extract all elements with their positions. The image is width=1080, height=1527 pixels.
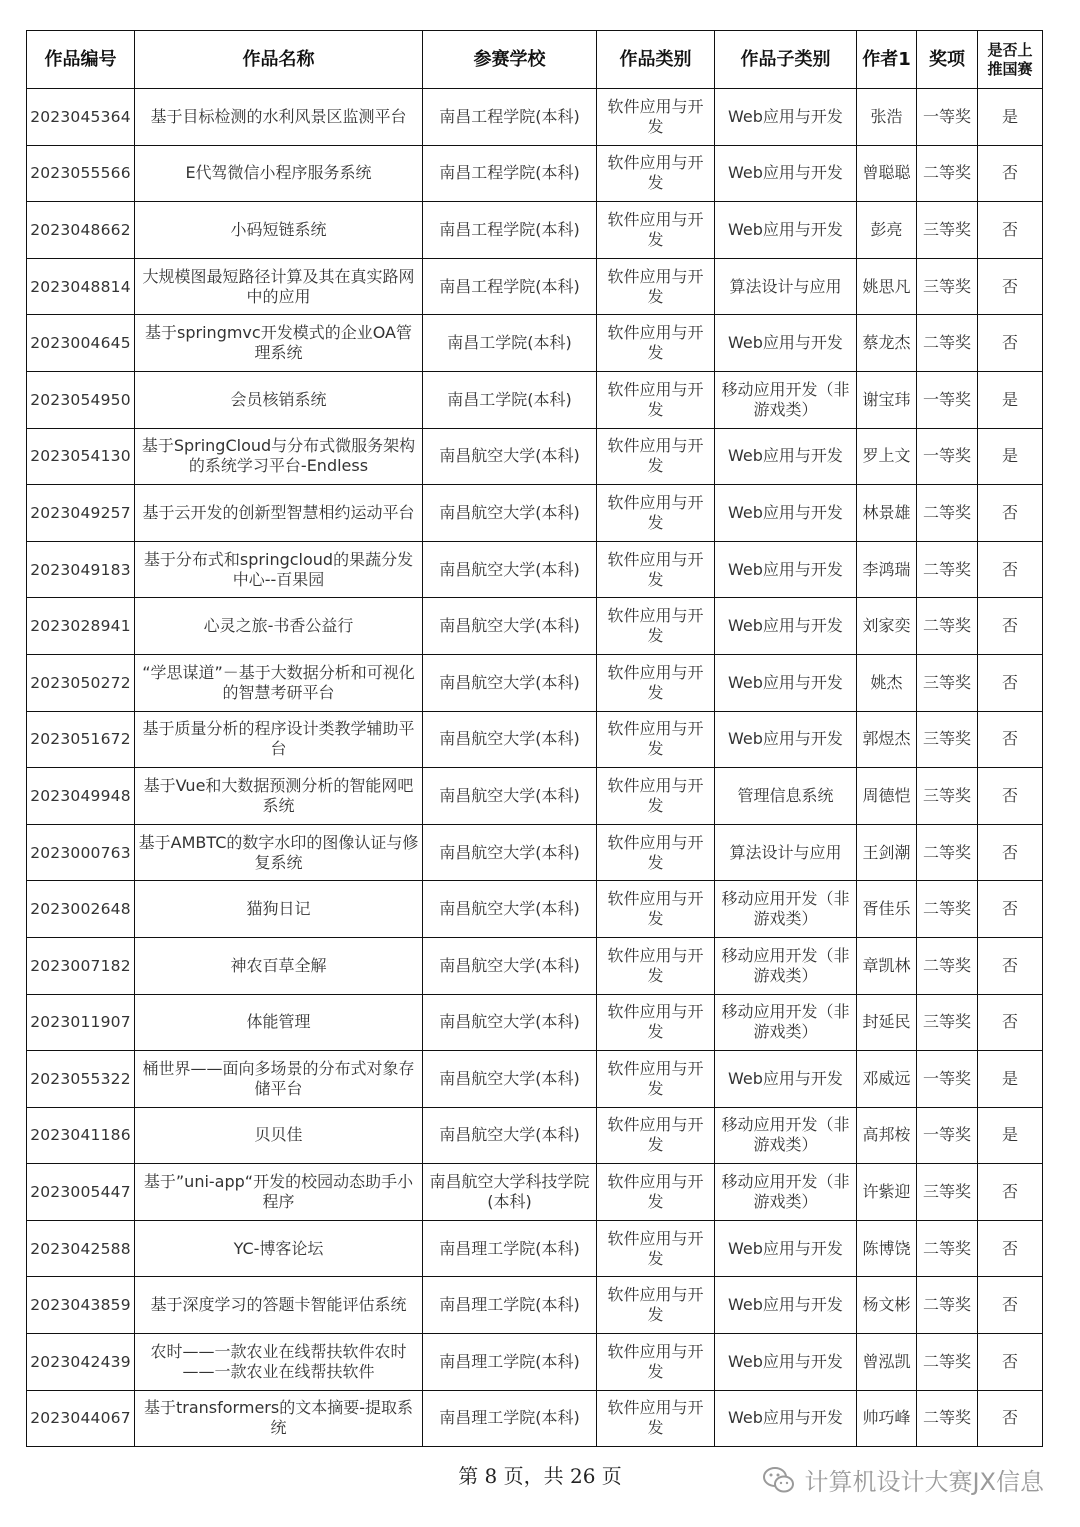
cell-title: 基于SpringCloud与分布式微服务架构的系统学习平台-Endless	[135, 428, 423, 485]
cell-national: 否	[978, 1220, 1043, 1277]
cell-title: 大规模图最短路径计算及其在真实路网中的应用	[135, 258, 423, 315]
cell-author: 章凯林	[857, 937, 917, 994]
cell-title: 基于分布式和springcloud的果蔬分发中心--百果园	[135, 541, 423, 598]
cell-id: 2023054950	[27, 371, 135, 428]
cell-id: 2023041186	[27, 1107, 135, 1164]
cell-national: 否	[978, 598, 1043, 655]
cell-author: 曾聪聪	[857, 145, 917, 202]
cell-author: 彭亮	[857, 202, 917, 259]
header-cell: 参赛学校	[423, 31, 597, 89]
cell-award: 二等奖	[917, 1277, 978, 1334]
cell-title: “学思谋道”－基于大数据分析和可视化的智慧考研平台	[135, 654, 423, 711]
cell-school: 南昌航空大学(本科)	[423, 598, 597, 655]
table-row	[27, 711, 1043, 768]
cell-id: 2023054130	[27, 428, 135, 485]
table-row	[27, 145, 1043, 202]
cell-subcategory: Web应用与开发	[715, 711, 857, 768]
cell-school: 南昌航空大学科技学院(本科)	[423, 1164, 597, 1221]
cell-school: 南昌航空大学(本科)	[423, 768, 597, 825]
cell-school: 南昌航空大学(本科)	[423, 937, 597, 994]
table-row	[27, 768, 1043, 825]
cell-title: 桶世界——面向多场景的分布式对象存储平台	[135, 1051, 423, 1108]
cell-subcategory: 移动应用开发（非游戏类）	[715, 1107, 857, 1164]
header-cell: 作品子类别	[715, 31, 857, 89]
cell-subcategory: 移动应用开发（非游戏类）	[715, 937, 857, 994]
cell-award: 一等奖	[917, 1107, 978, 1164]
cell-national: 否	[978, 541, 1043, 598]
cell-title: 基于springmvc开发模式的企业OA管理系统	[135, 315, 423, 372]
cell-id: 2023051672	[27, 711, 135, 768]
cell-school: 南昌理工学院(本科)	[423, 1390, 597, 1447]
cell-school: 南昌工学院(本科)	[423, 371, 597, 428]
cell-award: 二等奖	[917, 598, 978, 655]
cell-subcategory: Web应用与开发	[715, 541, 857, 598]
cell-subcategory: Web应用与开发	[715, 89, 857, 146]
cell-category: 软件应用与开发	[597, 428, 715, 485]
cell-category: 软件应用与开发	[597, 1334, 715, 1391]
cell-author: 郭煜杰	[857, 711, 917, 768]
cell-id: 2023011907	[27, 994, 135, 1051]
cell-subcategory: 算法设计与应用	[715, 824, 857, 881]
cell-author: 许紫迎	[857, 1164, 917, 1221]
cell-school: 南昌理工学院(本科)	[423, 1220, 597, 1277]
cell-award: 三等奖	[917, 768, 978, 825]
header-cell: 作品名称	[135, 31, 423, 89]
cell-id: 2023044067	[27, 1390, 135, 1447]
cell-category: 软件应用与开发	[597, 485, 715, 542]
cell-author: 陈博饶	[857, 1220, 917, 1277]
cell-award: 二等奖	[917, 485, 978, 542]
cell-award: 二等奖	[917, 315, 978, 372]
cell-school: 南昌工程学院(本科)	[423, 145, 597, 202]
cell-subcategory: 移动应用开发（非游戏类）	[715, 994, 857, 1051]
cell-award: 三等奖	[917, 258, 978, 315]
cell-national: 否	[978, 258, 1043, 315]
cell-title: E代驾微信小程序服务系统	[135, 145, 423, 202]
cell-id: 2023048814	[27, 258, 135, 315]
cell-subcategory: Web应用与开发	[715, 1390, 857, 1447]
table-row	[27, 1277, 1043, 1334]
cell-title: 心灵之旅-书香公益行	[135, 598, 423, 655]
cell-category: 软件应用与开发	[597, 1390, 715, 1447]
cell-school: 南昌航空大学(本科)	[423, 1107, 597, 1164]
cell-subcategory: 移动应用开发（非游戏类）	[715, 881, 857, 938]
cell-id: 2023042439	[27, 1334, 135, 1391]
cell-award: 三等奖	[917, 711, 978, 768]
cell-author: 李鸿瑞	[857, 541, 917, 598]
cell-school: 南昌航空大学(本科)	[423, 541, 597, 598]
table-row	[27, 1334, 1043, 1391]
table-row	[27, 824, 1043, 881]
cell-national: 否	[978, 485, 1043, 542]
cell-award: 三等奖	[917, 994, 978, 1051]
cell-national: 否	[978, 768, 1043, 825]
cell-award: 二等奖	[917, 1334, 978, 1391]
cell-award: 二等奖	[917, 541, 978, 598]
header-cell: 是否上推国赛	[978, 31, 1043, 89]
cell-school: 南昌航空大学(本科)	[423, 824, 597, 881]
cell-school: 南昌航空大学(本科)	[423, 881, 597, 938]
cell-category: 软件应用与开发	[597, 145, 715, 202]
header-cell: 作者1	[857, 31, 917, 89]
cell-id: 2023055322	[27, 1051, 135, 1108]
cell-id: 2023002648	[27, 881, 135, 938]
cell-id: 2023005447	[27, 1164, 135, 1221]
table-row	[27, 994, 1043, 1051]
cell-author: 高邦桉	[857, 1107, 917, 1164]
cell-subcategory: Web应用与开发	[715, 145, 857, 202]
cell-award: 二等奖	[917, 937, 978, 994]
header-row	[27, 31, 1043, 89]
table-row	[27, 315, 1043, 372]
cell-author: 周德恺	[857, 768, 917, 825]
cell-id: 2023049948	[27, 768, 135, 825]
cell-school: 南昌工学院(本科)	[423, 315, 597, 372]
cell-title: 基于transformers的文本摘要-提取系统	[135, 1390, 423, 1447]
cell-subcategory: Web应用与开发	[715, 202, 857, 259]
cell-school: 南昌工程学院(本科)	[423, 202, 597, 259]
cell-national: 否	[978, 994, 1043, 1051]
cell-category: 软件应用与开发	[597, 541, 715, 598]
cell-title: 贝贝佳	[135, 1107, 423, 1164]
table-row	[27, 89, 1043, 146]
cell-id: 2023000763	[27, 824, 135, 881]
cell-id: 2023055566	[27, 145, 135, 202]
cell-category: 软件应用与开发	[597, 994, 715, 1051]
cell-award: 二等奖	[917, 824, 978, 881]
cell-title: 基于深度学习的答题卡智能评估系统	[135, 1277, 423, 1334]
cell-title: 会员核销系统	[135, 371, 423, 428]
cell-award: 三等奖	[917, 1164, 978, 1221]
cell-award: 三等奖	[917, 202, 978, 259]
cell-national: 是	[978, 428, 1043, 485]
table-row	[27, 1107, 1043, 1164]
table-row	[27, 1051, 1043, 1108]
cell-subcategory: 移动应用开发（非游戏类）	[715, 371, 857, 428]
cell-title: 基于云开发的创新型智慧相约运动平台	[135, 485, 423, 542]
cell-school: 南昌工程学院(本科)	[423, 89, 597, 146]
table-row	[27, 598, 1043, 655]
table-row	[27, 1220, 1043, 1277]
cell-category: 软件应用与开发	[597, 881, 715, 938]
cell-category: 软件应用与开发	[597, 258, 715, 315]
cell-subcategory: Web应用与开发	[715, 1334, 857, 1391]
cell-title: 基于”uni-app“开发的校园动态助手小程序	[135, 1164, 423, 1221]
table-row	[27, 258, 1043, 315]
cell-author: 姚思凡	[857, 258, 917, 315]
cell-award: 三等奖	[917, 654, 978, 711]
table-row	[27, 654, 1043, 711]
awards-table	[26, 30, 1043, 1447]
cell-school: 南昌航空大学(本科)	[423, 1051, 597, 1108]
cell-school: 南昌航空大学(本科)	[423, 994, 597, 1051]
table-row	[27, 881, 1043, 938]
cell-national: 否	[978, 315, 1043, 372]
cell-author: 杨文彬	[857, 1277, 917, 1334]
header-cell: 作品类别	[597, 31, 715, 89]
cell-subcategory: 算法设计与应用	[715, 258, 857, 315]
wechat-icon	[762, 1465, 796, 1495]
table-row	[27, 1164, 1043, 1221]
table-row	[27, 202, 1043, 259]
cell-author: 胥佳乐	[857, 881, 917, 938]
cell-national: 否	[978, 654, 1043, 711]
cell-id: 2023004645	[27, 315, 135, 372]
cell-title: 小码短链系统	[135, 202, 423, 259]
cell-category: 软件应用与开发	[597, 1107, 715, 1164]
cell-national: 否	[978, 824, 1043, 881]
cell-id: 2023048662	[27, 202, 135, 259]
cell-author: 谢宝玮	[857, 371, 917, 428]
cell-id: 2023007182	[27, 937, 135, 994]
cell-category: 软件应用与开发	[597, 824, 715, 881]
table-row	[27, 485, 1043, 542]
cell-author: 刘家奕	[857, 598, 917, 655]
cell-id: 2023049257	[27, 485, 135, 542]
cell-award: 二等奖	[917, 1390, 978, 1447]
cell-school: 南昌航空大学(本科)	[423, 711, 597, 768]
header-cell: 作品编号	[27, 31, 135, 89]
table-body	[27, 89, 1043, 1447]
cell-category: 软件应用与开发	[597, 937, 715, 994]
page-number: 第 8 页，共 26 页	[458, 1464, 622, 1488]
cell-award: 二等奖	[917, 145, 978, 202]
cell-school: 南昌理工学院(本科)	[423, 1334, 597, 1391]
cell-national: 否	[978, 1164, 1043, 1221]
cell-subcategory: Web应用与开发	[715, 315, 857, 372]
header-cell: 奖项	[917, 31, 978, 89]
cell-national: 是	[978, 371, 1043, 428]
cell-category: 软件应用与开发	[597, 598, 715, 655]
cell-title: 神农百草全解	[135, 937, 423, 994]
cell-national: 是	[978, 1107, 1043, 1164]
cell-subcategory: Web应用与开发	[715, 428, 857, 485]
cell-national: 否	[978, 711, 1043, 768]
cell-title: 基于Vue和大数据预测分析的智能网吧系统	[135, 768, 423, 825]
cell-title: YC-博客论坛	[135, 1220, 423, 1277]
cell-subcategory: Web应用与开发	[715, 1051, 857, 1108]
cell-subcategory: Web应用与开发	[715, 485, 857, 542]
cell-author: 曾泓凯	[857, 1334, 917, 1391]
cell-award: 二等奖	[917, 1220, 978, 1277]
cell-title: 基于目标检测的水利风景区监测平台	[135, 89, 423, 146]
cell-author: 罗上文	[857, 428, 917, 485]
cell-award: 一等奖	[917, 428, 978, 485]
cell-national: 否	[978, 1390, 1043, 1447]
cell-award: 一等奖	[917, 1051, 978, 1108]
cell-category: 软件应用与开发	[597, 711, 715, 768]
cell-subcategory: 移动应用开发（非游戏类）	[715, 1164, 857, 1221]
cell-national: 否	[978, 937, 1043, 994]
table-row	[27, 541, 1043, 598]
cell-id: 2023043859	[27, 1277, 135, 1334]
cell-author: 邓威远	[857, 1051, 917, 1108]
cell-author: 林景雄	[857, 485, 917, 542]
table-row	[27, 371, 1043, 428]
cell-title: 基于AMBTC的数字水印的图像认证与修复系统	[135, 824, 423, 881]
cell-category: 软件应用与开发	[597, 371, 715, 428]
cell-school: 南昌航空大学(本科)	[423, 428, 597, 485]
cell-national: 是	[978, 1051, 1043, 1108]
cell-category: 软件应用与开发	[597, 202, 715, 259]
cell-award: 一等奖	[917, 371, 978, 428]
cell-national: 否	[978, 1334, 1043, 1391]
cell-national: 否	[978, 145, 1043, 202]
table-row	[27, 937, 1043, 994]
cell-category: 软件应用与开发	[597, 89, 715, 146]
table-row	[27, 428, 1043, 485]
cell-national: 否	[978, 881, 1043, 938]
cell-subcategory: 管理信息系统	[715, 768, 857, 825]
cell-subcategory: Web应用与开发	[715, 654, 857, 711]
cell-author: 蔡龙杰	[857, 315, 917, 372]
cell-author: 王剑潮	[857, 824, 917, 881]
cell-school: 南昌理工学院(本科)	[423, 1277, 597, 1334]
cell-subcategory: Web应用与开发	[715, 1220, 857, 1277]
cell-author: 帅巧峰	[857, 1390, 917, 1447]
cell-id: 2023045364	[27, 89, 135, 146]
cell-school: 南昌工程学院(本科)	[423, 258, 597, 315]
cell-category: 软件应用与开发	[597, 1277, 715, 1334]
cell-author: 姚杰	[857, 654, 917, 711]
table-row	[27, 1390, 1043, 1447]
watermark-text: 计算机设计大赛JX信息	[804, 1468, 1044, 1496]
cell-category: 软件应用与开发	[597, 768, 715, 825]
cell-subcategory: Web应用与开发	[715, 1277, 857, 1334]
cell-award: 二等奖	[917, 881, 978, 938]
cell-subcategory: Web应用与开发	[715, 598, 857, 655]
cell-category: 软件应用与开发	[597, 1164, 715, 1221]
cell-category: 软件应用与开发	[597, 315, 715, 372]
cell-id: 2023050272	[27, 654, 135, 711]
cell-title: 体能管理	[135, 994, 423, 1051]
cell-category: 软件应用与开发	[597, 1051, 715, 1108]
cell-category: 软件应用与开发	[597, 654, 715, 711]
cell-id: 2023028941	[27, 598, 135, 655]
cell-title: 基于质量分析的程序设计类教学辅助平台	[135, 711, 423, 768]
cell-national: 否	[978, 202, 1043, 259]
cell-author: 封延民	[857, 994, 917, 1051]
cell-award: 一等奖	[917, 89, 978, 146]
cell-title: 农时——一款农业在线帮扶软件农时——一款农业在线帮扶软件	[135, 1334, 423, 1391]
cell-national: 否	[978, 1277, 1043, 1334]
cell-category: 软件应用与开发	[597, 1220, 715, 1277]
cell-id: 2023049183	[27, 541, 135, 598]
cell-school: 南昌航空大学(本科)	[423, 485, 597, 542]
cell-national: 是	[978, 89, 1043, 146]
cell-id: 2023042588	[27, 1220, 135, 1277]
cell-title: 猫狗日记	[135, 881, 423, 938]
cell-author: 张浩	[857, 89, 917, 146]
watermark	[762, 1462, 1044, 1497]
cell-school: 南昌航空大学(本科)	[423, 654, 597, 711]
